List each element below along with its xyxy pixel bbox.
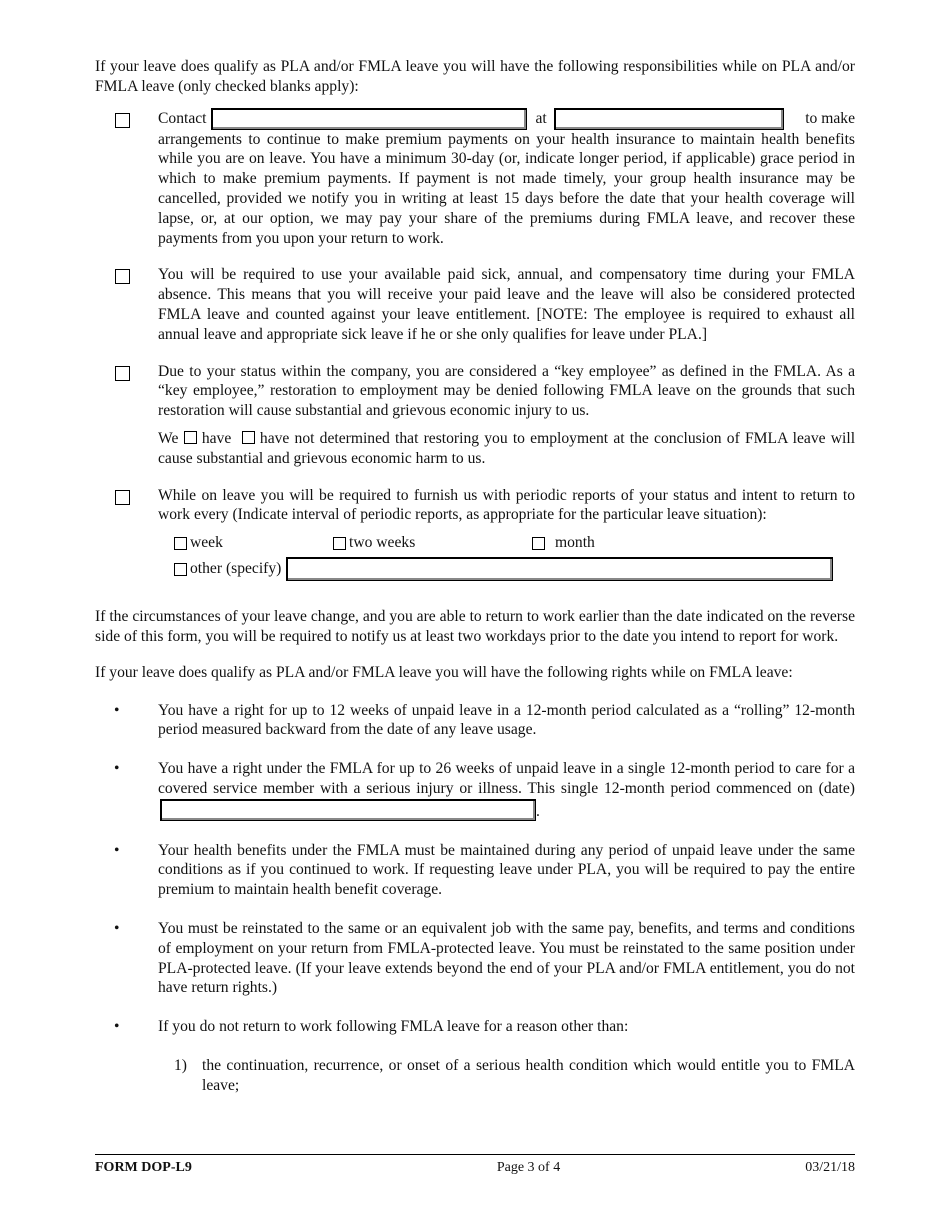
form-page — [95, 57, 855, 1095]
responsibility-key-employee — [95, 362, 855, 469]
bullet-icon: • — [114, 1018, 120, 1036]
premium-payments-text: arrangements to continue to make premium payments on your health insurance to maintain health benefits while you are on leave. You have a minimum 30-day (or, indicate longer period, if applicable) grace period in which to make premium payments. If payment is not made timely, your group health insurance may be cancelled, provided we notify you in writing at least 15 days before the date that your health coverage will lapse, or, at our option, we may pay your share of the premiums during FMLA leave, and recover these payments from you upon your return to work. — [158, 130, 855, 247]
numbered-item-1 — [95, 1056, 855, 1096]
paid-leave-checkbox[interactable] — [115, 269, 130, 284]
page-footer — [95, 1154, 855, 1178]
other-checkbox[interactable] — [174, 563, 187, 576]
interval-other-option[interactable]: other (specify) — [174, 557, 833, 581]
responsibilities-intro: If your leave does qualify as PLA and/or FMLA leave you will have the following responsibilities while on PLA and/or FMLA leave (only checked blanks apply): — [95, 58, 855, 95]
bullet-icon: • — [114, 701, 120, 719]
premium-payments-checkbox[interactable] — [115, 113, 130, 128]
responsibility-periodic-reports — [95, 486, 855, 590]
contact-label: Contact — [158, 110, 207, 128]
have-not-checkbox[interactable] — [242, 431, 255, 444]
bullet-icon: • — [114, 841, 120, 859]
responsibility-premium-payments — [95, 109, 855, 249]
two-weeks-checkbox[interactable] — [333, 537, 346, 550]
right-26-weeks: • You have a right under the FMLA for up to 26 weeks of unpaid leave in a single 12-month period to care for a covered service member with a serious injury or illness. This single 12-month period commenced on (date) . — [114, 760, 855, 820]
responsibility-paid-leave — [95, 265, 855, 344]
at-label: at — [535, 110, 547, 128]
commenced-date-field[interactable] — [160, 799, 536, 821]
report-interval-options — [158, 533, 855, 589]
paid-leave-text: You will be required to use your available paid sick, annual, and compensatory time during your FMLA absence. This means that you will receive your paid leave and the leave will also be considered protected FMLA leave and counted against your leave entitlement. [NOTE: The employee is required to exhaust all annual leave and appropriate sick leave if he or she only qualifies for leave under PLA.] — [158, 266, 855, 343]
right-health-benefits — [95, 841, 855, 900]
right-12-weeks-text: You have a right for up to 12 weeks of unpaid leave in a 12-month period calculated as a “rolling” 12-month period measured backward from the date of any leave usage. — [158, 701, 855, 739]
to-make-label: to make — [805, 110, 855, 128]
periodic-reports-text: While on leave you will be required to furnish us with periodic reports of your status and intent to return to work every (Indicate interval of periodic reports, as appropriate for the particular leave situation): — [158, 486, 855, 524]
form-number: FORM DOP-L9 — [95, 1160, 192, 1175]
key-employee-checkbox[interactable] — [115, 366, 130, 381]
contact-name-field[interactable] — [211, 108, 527, 130]
bullet-icon: • — [114, 919, 120, 937]
circumstances-paragraph: If the circumstances of your leave change, and you are able to return to work earlier than the date indicated on the reverse side of this form, you will be required to notify us at least two workdays prior to the date you intend to report for work. — [95, 608, 855, 645]
right-12-weeks — [95, 701, 855, 741]
numbered-item-1-label: 1) — [174, 1056, 187, 1074]
page-number: Page 3 of 4 — [496, 1160, 561, 1175]
right-reinstatement-text: You must be reinstated to the same or an equivalent job with the same pay, benefits, and terms and conditions of employment on your return from FMLA-protected leave. You must be reinstated to the same position under PLA-protected leave. (If your leave extends beyond the end of your PLA and/or FMLA entitlement, you do not have return rights.) — [158, 919, 855, 997]
contact-phone-field[interactable] — [554, 108, 784, 130]
interval-two-weeks-option[interactable]: two weeks — [333, 533, 415, 553]
form-date: 03/21/18 — [805, 1160, 855, 1175]
rights-intro: If your leave does qualify as PLA and/or FMLA leave you will have the following rights while on FMLA leave: — [95, 663, 793, 681]
key-employee-determination: We have have not determined that restoring you to employment at the conclusion of FMLA leave will cause substantial and grievous economic harm to us. — [158, 429, 856, 467]
right-26-weeks-text: You have a right under the FMLA for up to 26 weeks of unpaid leave in a single 12-month period to care for a covered service member with a serious injury or illness. This single 12-month period commenced on (date) — [158, 760, 855, 797]
right-health-benefits-text: Your health benefits under the FMLA must be maintained during any period of unpaid leave under the same conditions as if you continued to work. If requesting leave under PLA, you will be required to pay the entire premium to maintain health benefit coverage. — [158, 841, 855, 899]
numbered-item-1-text: the continuation, recurrence, or onset of a serious health condition which would entitle you to FMLA leave; — [202, 1056, 855, 1094]
right-no-return — [95, 1017, 855, 1037]
have-checkbox[interactable] — [184, 431, 197, 444]
key-employee-text: Due to your status within the company, you are considered a “key employee” as defined in the FMLA. As a “key employee,” restoration to employment may be denied following FMLA leave on the grounds that such restoration will cause substantial and grievous economic injury to us. — [158, 362, 855, 420]
bullet-icon: • — [114, 760, 120, 778]
periodic-reports-checkbox[interactable] — [115, 490, 130, 505]
right-reinstatement — [95, 919, 855, 998]
right-no-return-text: If you do not return to work following FMLA leave for a reason other than: — [158, 1018, 629, 1036]
week-checkbox[interactable] — [174, 537, 187, 550]
other-specify-field[interactable] — [286, 557, 833, 581]
interval-week-option[interactable]: week — [174, 533, 223, 553]
interval-month-option[interactable]: month — [532, 533, 595, 553]
month-checkbox[interactable] — [532, 537, 545, 550]
